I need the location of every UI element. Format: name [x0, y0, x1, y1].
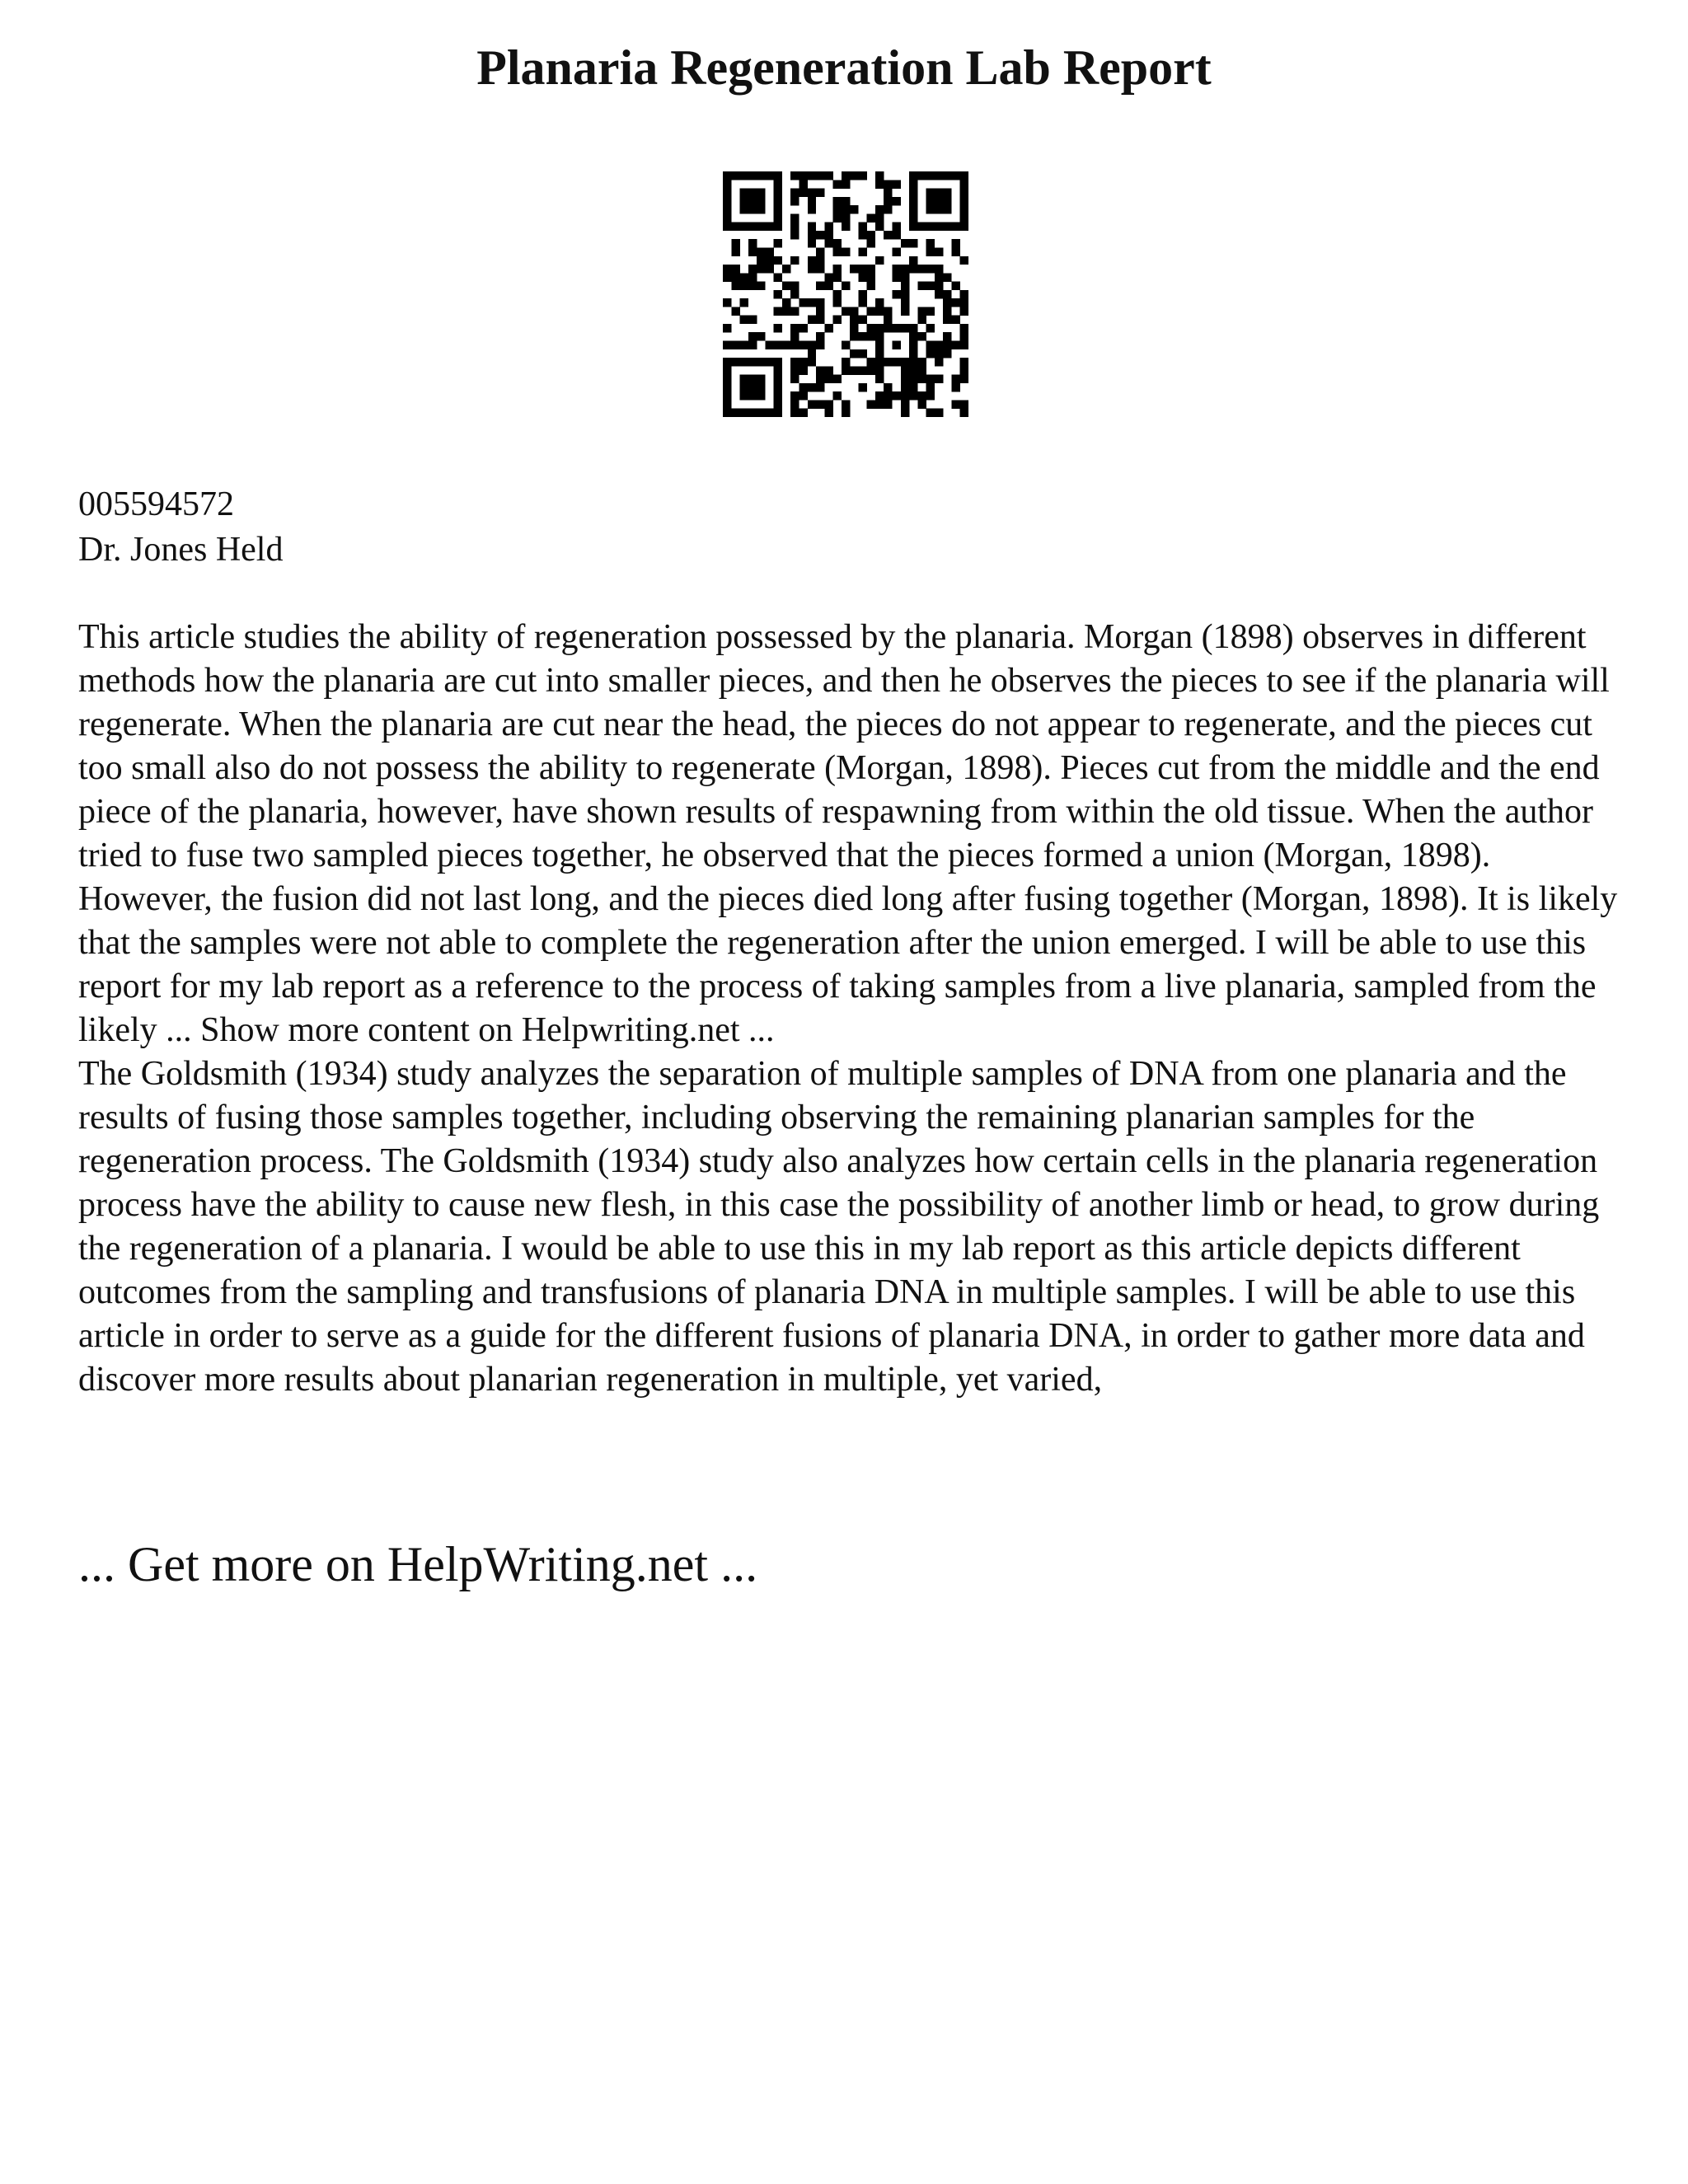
instructor-name: Dr. Jones Held: [78, 531, 284, 569]
qr-code-icon: [723, 171, 968, 417]
id-number: 005594572: [78, 485, 234, 523]
author-info: [78, 482, 283, 573]
paragraph: This article studies the ability of regeneration possessed by the planaria. Morgan (1898) observes in different methods how the planaria are cut into smaller pieces, and then he observes the pieces to see if the planaria will regenerate. When the planaria are cut near the head, the pieces do not appear to regenerate, and the pieces cut too small also do not possess the ability to regenerate (Morgan, 1898). Pieces cut from the middle and the end piece of the planaria, however, have shown results of respawning from within the old tissue. When the author tried to fuse two sampled pieces together, he observed that the pieces formed a union (Morgan, 1898). However, the fusion did not last long, and the pieces died long after fusing together (Morgan, 1898). It is likely that the samples were not able to complete the regeneration after the union emerged. I will be able to use this report for my lab report as a reference to the process of taking samples from a live planaria, sampled from the likely ... Show more content on Helpwriting.net ...: [78, 618, 1618, 1049]
article-body: [78, 616, 1620, 1402]
get-more-link[interactable]: ... Get more on HelpWriting.net ...: [78, 1537, 758, 1591]
paragraph: The Goldsmith (1934) study analyzes the separation of multiple samples of DNA from one planaria and the results of fusing those samples together, including observing the remaining planarian samples for the regeneration process. The Goldsmith (1934) study also analyzes how certain cells in the planaria regeneration process have the ability to cause new flesh, in this case the possibility of another limb or head, to grow during the regeneration of a planaria. I would be able to use this in my lab report as this article depicts different outcomes from the sampling and transfusions of planaria DNA in multiple samples. I will be able to use this article in order to serve as a guide for the different fusions of planaria DNA, in order to gather more data and discover more results about planarian regeneration in multiple, yet varied,: [78, 1055, 1600, 1399]
page-title: Planaria Regeneration Lab Report: [476, 40, 1212, 95]
